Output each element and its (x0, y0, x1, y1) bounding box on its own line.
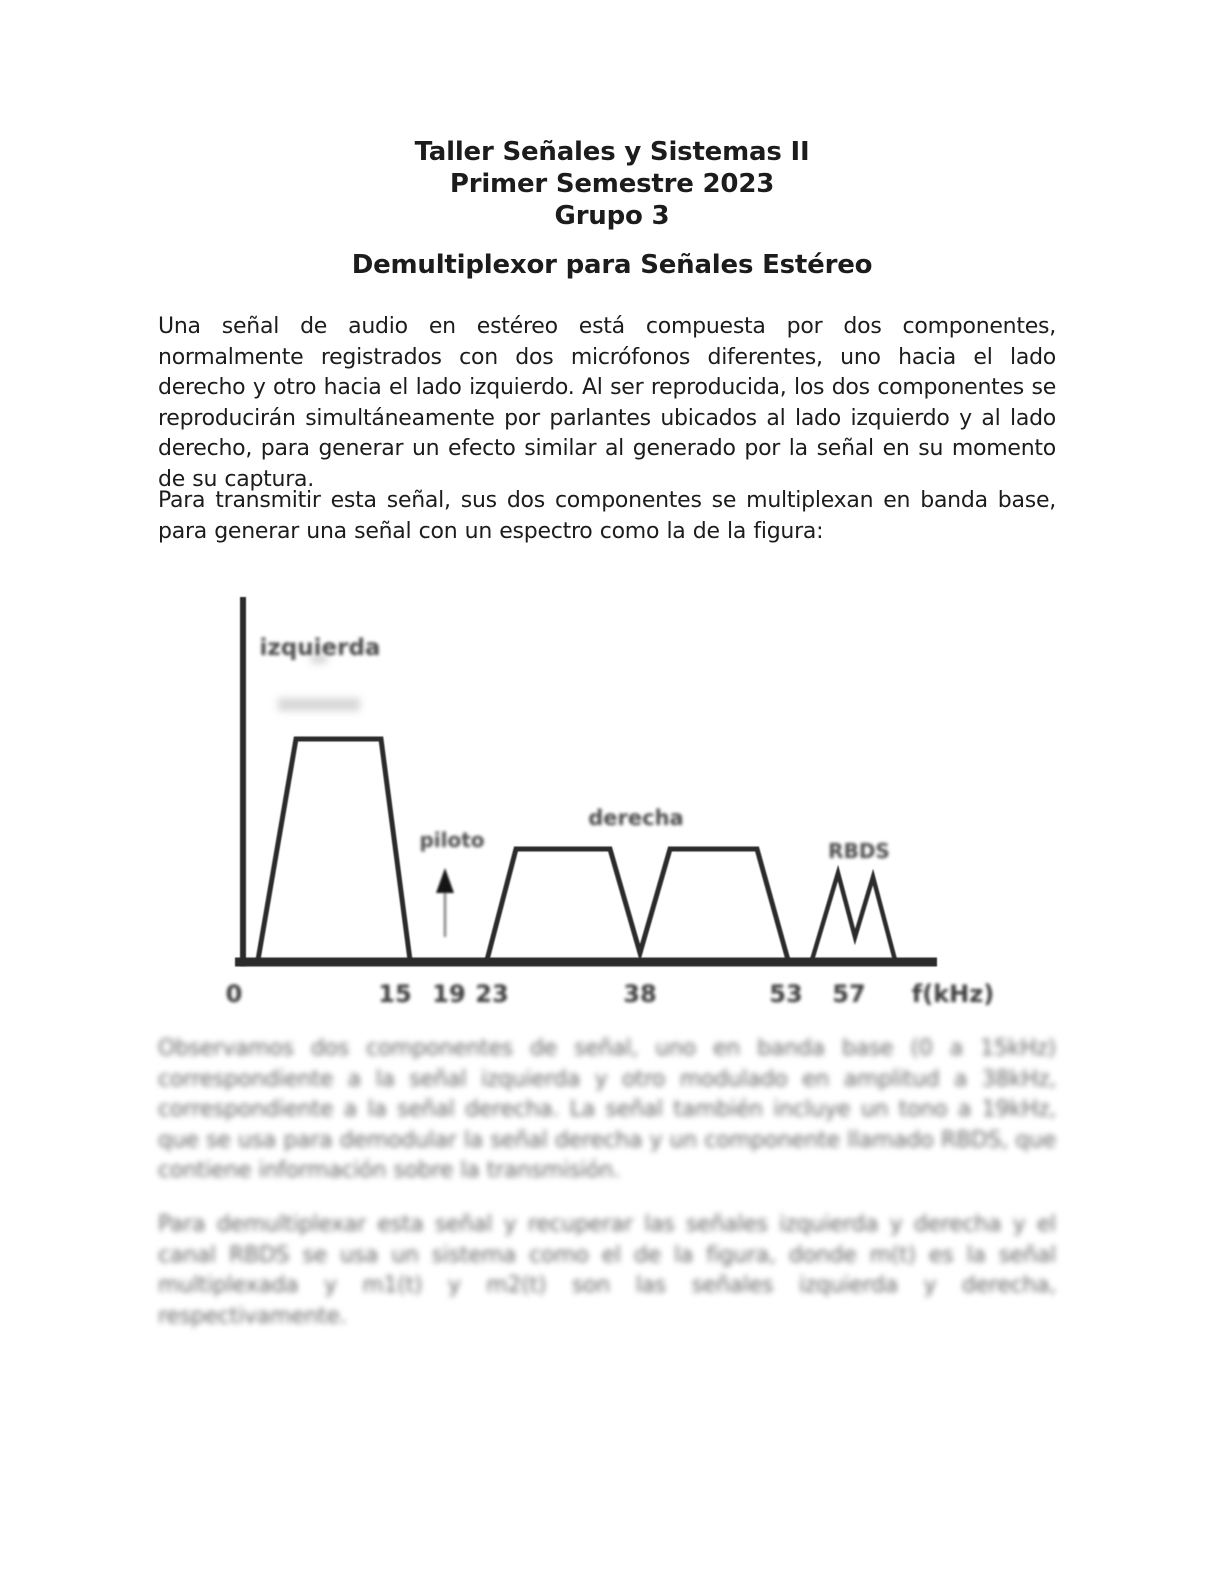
x-tick-15: 15 (378, 980, 412, 1008)
x-tick-57: 57 (832, 980, 866, 1008)
right-band-trapezoids (487, 849, 788, 960)
x-tick-38: 38 (623, 980, 657, 1008)
rbds-peaks (812, 873, 895, 960)
label-rbds: RBDS (828, 839, 890, 863)
x-tick-19: 19 (432, 980, 466, 1008)
label-derecha: derecha (588, 806, 684, 830)
ghost-smudge (278, 698, 360, 711)
x-tick-0: 0 (225, 980, 243, 1008)
paragraph-3-blurred: Observamos dos componentes de señal, uno en banda base (0 a 15kHz) correspondiente a la señal izquierda y otro modulado en amplitud a 38kHz, correspondiente a la señal derecha. La señal también incluye un tono a 19kHz, que se usa para demodular la señal derecha y un componente llamado RBDS, que contiene información sobre la transmisión. (158, 1036, 1056, 1183)
label-piloto: piloto (419, 828, 485, 852)
spectrum-figure (195, 585, 1035, 1025)
paragraph-2: Para transmitir esta señal, sus dos componentes se multiplexan en banda base, para generar una señal con un espectro como la de la figura: (158, 488, 1056, 544)
left-band-trapezoid (258, 739, 410, 960)
title-line-2: Primer Semestre 2023 (449, 169, 775, 199)
paragraph-1: Una señal de audio en estéreo está compuesta por dos componentes, normalmente registrados con dos micrófonos diferentes, uno hacia el lado derecho y otro hacia el lado izquierdo. Al ser reproducida, los dos componentes se reproducirán simultáneamente por parlantes ubicados al lado izquierdo y al lado derecho, para generar un efecto similar al generado por la señal en su momento de su captura. (158, 314, 1056, 492)
x-tick-53: 53 (769, 980, 803, 1008)
paragraph-4-blurred: Para demultiplexar esta señal y recuperar las señales izquierda y derecha y el canal RBDS se usa un sistema como el de la figura, donde m(t) es la señal multiplexada y m1(t) y m2(t) son las señales izquierda y derecha, respectivamente. (158, 1212, 1056, 1329)
title-line-1: Taller Señales y Sistemas II (414, 137, 810, 167)
subtitle: Demultiplexor para Señales Estéreo (351, 250, 873, 280)
x-axis-title: f(kHz) (911, 980, 995, 1008)
spectrum-figure-svg (195, 585, 1035, 1025)
x-tick-23: 23 (475, 980, 509, 1008)
title-block (0, 136, 1224, 232)
pilot-arrow-head (436, 868, 454, 893)
title-line-3: Grupo 3 (554, 201, 670, 231)
label-izquierda: izquierda (259, 635, 381, 661)
